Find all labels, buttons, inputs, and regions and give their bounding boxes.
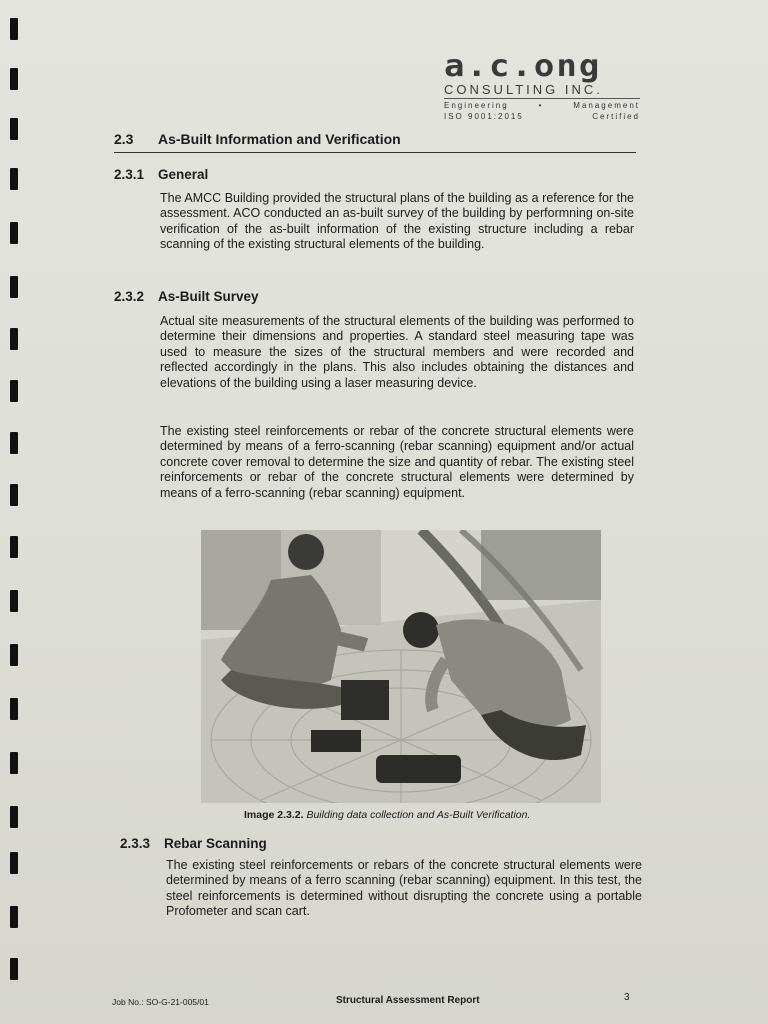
logo-mark: a.c.ong (444, 48, 602, 84)
binder-holes (10, 0, 24, 1024)
subsection-title: Rebar Scanning (164, 836, 267, 851)
subsection-heading-as-built-survey (114, 289, 259, 304)
logo-subtitle: CONSULTING INC. (444, 82, 640, 99)
subsection-heading-rebar-scanning (120, 836, 267, 851)
site-photo (201, 530, 601, 803)
subsection-number: 2.3.2 (114, 289, 145, 304)
paragraph-general: The AMCC Building provided the structural plans of the building as a reference for the assessment. ACO conducted an as-built survey of the building by performning on-site verification of the as-built information of the existing structure including a rebar scanning of the existing structural elements of the building. (160, 191, 634, 252)
section-title: As-Built Information and Verification (158, 131, 401, 147)
photo-illustration (201, 530, 601, 803)
section-number: 2.3 (114, 131, 134, 147)
logo-tagline-right: Management (573, 101, 640, 110)
image-caption (244, 809, 530, 821)
logo-tagline-left: Engineering (444, 101, 509, 110)
footer-job-number: Job No.: SO-G-21-005/01 (112, 997, 209, 1007)
footer-report-title: Structural Assessment Report (336, 995, 480, 1006)
section-heading (114, 131, 636, 153)
subsection-title: General (158, 167, 209, 182)
logo-iso: ISO 9001:2015 (444, 112, 524, 121)
subsection-number: 2.3.1 (114, 167, 145, 182)
logo-certified: Certified (592, 112, 640, 121)
subsection-number: 2.3.3 (120, 836, 151, 851)
paragraph-survey-2: The existing steel reinforcements or rebar of the concrete structural elements were determined by means of a ferro-scanning (rebar scanning) equipment and/or actual concrete cover removal to determine the size and quantity of rebar. The existing steel reinforcements or rebar of the concrete structural elements were determined by means of a ferro-scanning (rebar scanning) equipment. (160, 424, 634, 500)
subsection-title: As-Built Survey (158, 289, 259, 304)
paragraph-rebar-scanning: The existing steel reinforcements or rebars of the concrete structural elements were determined by means of a ferro scanning (rebar scanning) equipment. In this test, the steel reinforcements is determined without disrupting the concrete using a portable Profometer and scan cart. (166, 858, 642, 919)
caption-text: Building data collection and As-Built Verification. (306, 809, 531, 821)
subsection-heading-general (114, 167, 208, 182)
footer-page-number: 3 (624, 992, 630, 1003)
caption-label: Image 2.3.2. (244, 809, 304, 821)
paragraph-survey-1: Actual site measurements of the structural elements of the building was performed to determine their dimensions and properties. A standard steel measuring tape was used to measure the sizes of the structural members and were recorded and reflected accordingly in the plans. This also includes obtaining the distances and elevations of the building using a laser measuring device. (160, 314, 634, 390)
company-logo: a.c.ong CONSULTING INC. Engineering • Management ISO 9001:2015 Certified (444, 48, 640, 121)
